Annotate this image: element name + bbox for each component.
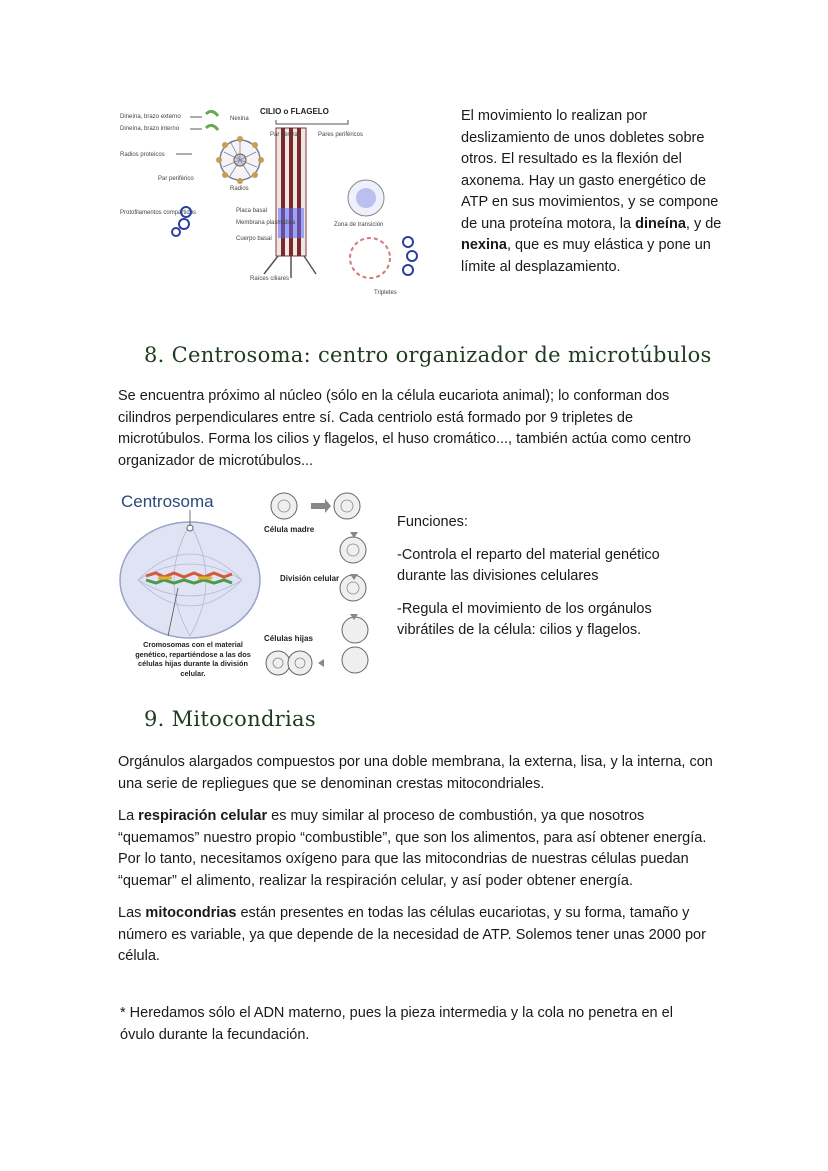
svg-text:Radios: Radios [230, 186, 249, 192]
function-item: -Controla el reparto del material genético durante las divisiones celulares [397, 546, 660, 584]
functions-block [397, 512, 697, 642]
svg-text:Par central: Par central [270, 132, 300, 138]
cilia-figure [118, 100, 436, 300]
figure-title: CILIO o FLAGELO [260, 107, 329, 116]
centrosoma-figure [118, 488, 390, 694]
dividing-cell-icon [120, 510, 260, 638]
mitocondrias-body [118, 752, 718, 968]
svg-text:Membrana plasmática: Membrana plasmática [236, 220, 296, 226]
basal-body-cross-section-icon [348, 180, 390, 278]
svg-text:Zona de transición: Zona de transición [334, 222, 384, 228]
mitocondrias-presence-paragraph: Las mitocondrias están presentes en todas las células eucariotas, y su forma, tamaño y número es variable, ya que depende de la necesidad de ATP. Solemos tener unas 2000 por célula. [118, 905, 706, 964]
mitocondrias-term: mitocondrias [145, 905, 237, 921]
dineina-term: dineína [635, 215, 686, 232]
cell-division-sequence-icon [266, 493, 368, 675]
function-item: -Regula el movimiento de los orgánulos vibrátiles de la célula: cilios y flagelos. [397, 600, 652, 638]
svg-text:Protofilamentos compartidos: Protofilamentos compartidos [120, 210, 197, 216]
nexina-term: nexina [461, 237, 507, 253]
centrosoma-caption: Cromosomas con el material genético, repartiéndose a las dos células hijas durante la división celular. [135, 640, 251, 678]
triplet-icon [403, 237, 417, 275]
svg-text:Nexina: Nexina [230, 116, 249, 122]
centrosoma-figure-title: Centrosoma [121, 492, 214, 511]
mitocondrias-heading: 9. Mitocondrias [144, 707, 316, 731]
svg-text:Par periférico: Par periférico [158, 176, 194, 182]
centrosoma-diagram [118, 488, 390, 694]
svg-text:Raíces ciliares: Raíces ciliares [250, 276, 290, 282]
svg-text:Dineína, brazo externo: Dineína, brazo externo [120, 114, 181, 120]
celula-madre-label: Célula madre [264, 525, 315, 534]
axoneme-cross-section-icon [216, 136, 264, 184]
svg-text:Pares periféricos: Pares periféricos [318, 132, 364, 138]
mitocondrias-paragraph: Orgánulos alargados compuestos por una doble membrana, la externa, lisa, y la interna, con una serie de repliegues que se denominan crestas mitocondriales. [118, 754, 713, 792]
svg-text:Radios proteicos: Radios proteicos [120, 152, 165, 158]
respiracion-paragraph: La respiración celular es muy similar al proceso de combustión, ya que nosotros “quemamos” nuestro propio “combustible”, que son los alimentos, para así obtener energía. Por lo tanto, necesitamos oxígeno para que las mitocondrias de nuestras células puedan “quemar” el alimento, realizar la respiración celular, y así poder obtener energía. [118, 808, 707, 889]
respiracion-term: respiración celular [138, 808, 268, 824]
svg-text:Dineína, brazo interno: Dineína, brazo interno [120, 126, 180, 132]
centrosoma-paragraph: Se encuentra próximo al núcleo (sólo en la célula eucariota animal); lo conforman dos cilindros perpendiculares entre sí. Cada centriolo está formado por 9 tripletes de microtúbulos. Forma los cilios y flagelos, el huso cromático..., también actúa como centro organizador de microtúbulos... [118, 388, 691, 469]
celulas-hijas-label: Células hijas [264, 634, 313, 643]
cilia-description: El movimiento lo realizan por deslizamiento de unos dobletes sobre otros. El resultado es la flexión del axonema. Hay un gasto energético de ATP en sus movimientos, y se compone de una proteína motora, la dineína, y de nexina, que es muy elástica y pone un límite al desplazamiento. [461, 108, 722, 275]
division-celular-label: División celular [280, 574, 340, 583]
svg-text:Placa basal: Placa basal [236, 208, 268, 214]
cilium-shaft-icon [264, 128, 316, 278]
svg-text:Cuerpo basal: Cuerpo basal [236, 236, 272, 242]
centrosoma-heading: 8. Centrosoma: centro organizador de microtúbulos [144, 343, 712, 367]
footnote: * Heredamos sólo el ADN materno, pues la pieza intermedia y la cola no penetra en el óvulo durante la fecundación. [120, 1005, 673, 1043]
cilia-diagram [118, 100, 436, 300]
functions-title: Funciones: [397, 514, 468, 530]
svg-text:Tripletes: Tripletes [374, 290, 397, 296]
